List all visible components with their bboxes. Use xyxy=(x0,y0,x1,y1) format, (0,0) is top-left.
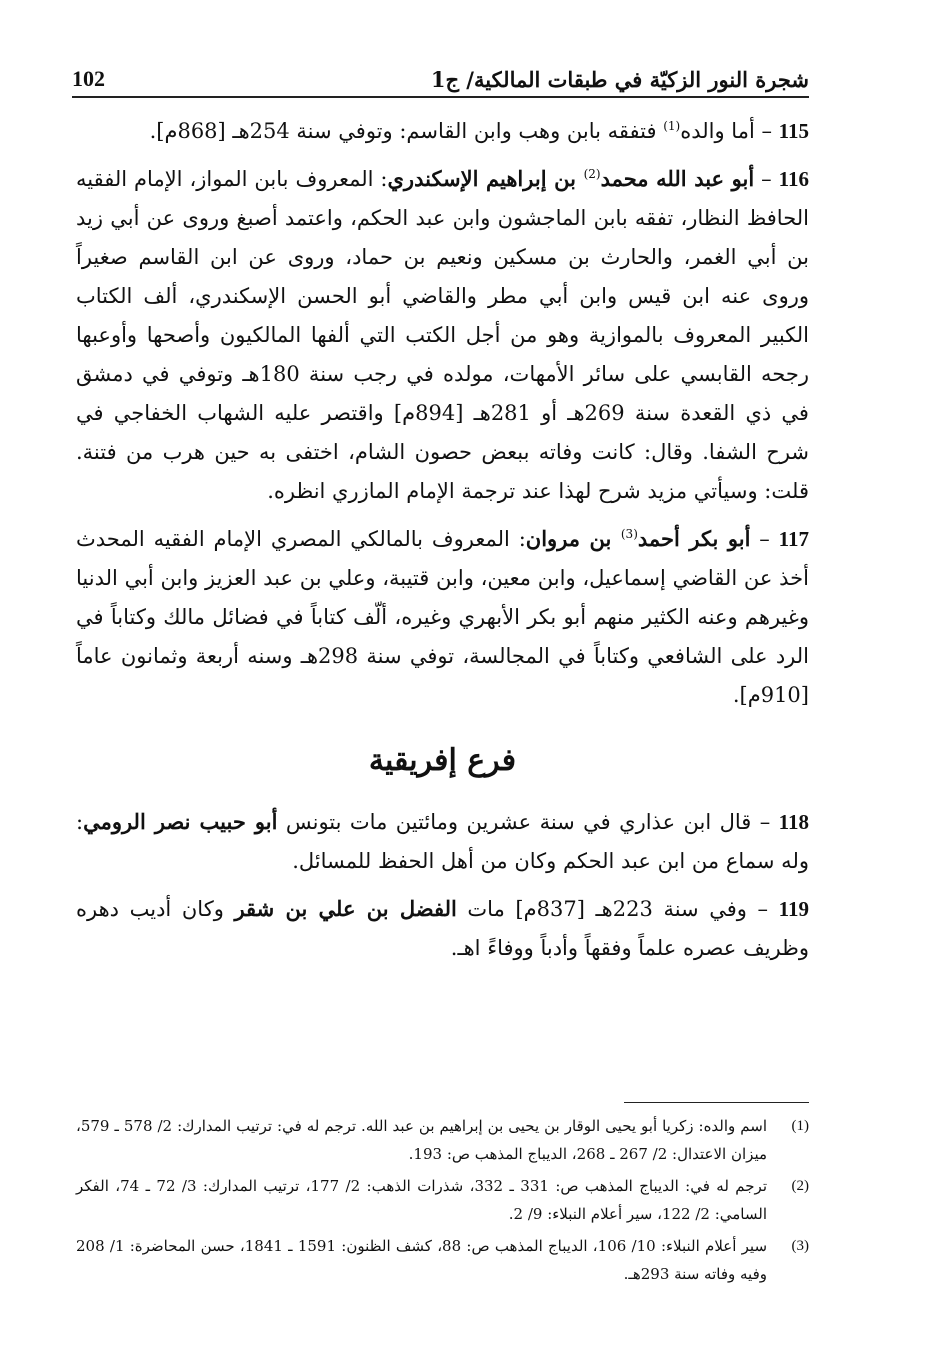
footnote-ref[interactable]: (1) xyxy=(663,119,681,133)
page-number: 102 xyxy=(72,66,105,91)
entry-number: 116 xyxy=(778,167,809,191)
footnote-3 xyxy=(76,1232,809,1288)
footnote-mark: (3) xyxy=(791,1238,809,1254)
entry-number: 119 xyxy=(778,897,809,921)
entry-dash: – xyxy=(751,810,779,834)
footnote-mark: (1) xyxy=(791,1118,809,1134)
footnote-ref[interactable]: (2) xyxy=(583,167,601,181)
entry-text: : المعروف بالمالكي المصري الإمام الفقيه المحدث أخذ عن القاضي إسماعيل، وابن معين، وابن قتيبة، وعلي بن عبد العزيز وابن أبي الدنيا وغيرهم وعنه الكثير منهم أبو بكر الأبهري وغيره، ألّف كتاباً في فضائل مالك وكتاباً في الرد على الشافعي وكتاباً في المجالسة، توفي سنة 298هـ وسنه أربعة وثمانون عاماً [910م]. xyxy=(76,527,809,707)
footnote-text: ترجم له في: الديباج المذهب ص: 331 ـ 332، شذرات الذهب: 2/ 177، ترتيب المدارك: 3/ 72 ـ 74، الفكر السامي: 2/ 122، سير أعلام النبلاء: 9/ 2. xyxy=(76,1177,767,1223)
entry-number: 117 xyxy=(778,527,809,551)
entry-text: : وله سماع من ابن عبد الحكم وكان من أهل الحفظ للمسائل. xyxy=(76,810,809,873)
entry-name: أبو حبيب نصر الرومي xyxy=(83,809,278,834)
entry-text: فتفقه بابن وهب وابن القاسم: وتوفي سنة 254هـ [868م]. xyxy=(149,119,664,143)
footnote-mark: (2) xyxy=(791,1178,809,1194)
entry-dash: – xyxy=(754,119,779,143)
entry-text: وفي سنة 223هـ [837م] مات xyxy=(456,897,747,921)
footnote-text: اسم والده: زكريا أبو يحيى الوقار بن يحيى بن إبراهيم بن عبد الله. ترجم له في: ترتيب المدارك: 2/ 578 ـ 579، ميزان الاعتدال: 2/ 267 ـ 268، الديباج المذهب ص: 193. xyxy=(76,1117,767,1163)
entry-117 xyxy=(76,519,809,715)
entry-text: : المعروف بابن المواز، الإمام الفقيه الحافظ النظار، تفقه بابن الماجشون وابن عبد الحكم، واعتمد أصبغ وروى عن أبي زيد بن أبي الغمر، والحارث بن مسكين ونعيم بن حماد، وروى عن ابن القاسم صغيراً وروى عنه ابن قيس وابن أبي مطر والقاضي أبو الحسن الإسكندري، ألف الكتاب الكبير المعروف بالموازية وهو من أجل الكتب التي ألفها المالكيون وأصحها وأوعبها رجحه القابسي على سائر الأمهات، مولده في رجب سنة 180هـ وتوفي في دمشق في ذي القعدة سنة 269هـ أو 281هـ [894م] واقتصر عليه الشهاب الخفاجي في شرح الشفا. وقال: كانت وفاته ببعض حصون الشام، اختفى به حين هرب من فتنة. قلت: وسيأتي مزيد شرح لهذا عند ترجمة الإمام المازري انظره. xyxy=(76,167,809,503)
entry-name: أبو بكر أحمد xyxy=(637,526,751,551)
entry-name: أبو عبد الله محمد xyxy=(600,166,755,191)
entry-115 xyxy=(76,112,809,151)
entry-text: قال ابن عذاري في سنة عشرين ومائتين مات بتونس xyxy=(277,810,752,834)
footnotes xyxy=(76,1112,809,1292)
entry-119 xyxy=(76,889,809,968)
footnote-2 xyxy=(76,1172,809,1228)
entry-name: بن إبراهيم الإسكندري xyxy=(387,166,584,191)
entry-116 xyxy=(76,159,809,511)
entry-text: أما والده xyxy=(680,119,755,143)
entry-dash: – xyxy=(746,897,779,921)
entry-text: وكان أديب دهره وظريف عصره علماً وفقهاً وأدباً ووفاءً اهـ. xyxy=(76,897,809,960)
entry-number: 118 xyxy=(778,810,809,834)
running-title: شجرة النور الزكيّة في طبقات المالكية/ ج1 xyxy=(430,66,809,92)
footnote-1 xyxy=(76,1112,809,1168)
section-title: فرع إفريقية xyxy=(368,743,517,778)
entry-name: بن مروان xyxy=(525,526,621,551)
entry-number: 115 xyxy=(778,119,809,143)
footnote-separator xyxy=(624,1102,809,1103)
footnote-text: سير أعلام النبلاء: 10/ 106، الديباج المذهب ص: 88، كشف الظنون: 1591 ـ 1841، حسن المحاضرة: 1/ 208 وفيه وفاته سنة 293هـ. xyxy=(76,1237,768,1283)
main-text xyxy=(76,112,809,976)
entry-118 xyxy=(76,802,809,881)
entry-dash: – xyxy=(754,167,779,191)
entry-name: الفضل بن علي بن شقر xyxy=(234,896,457,921)
entry-dash: – xyxy=(750,527,779,551)
page-header xyxy=(72,62,809,98)
footnote-ref[interactable]: (3) xyxy=(620,527,638,541)
